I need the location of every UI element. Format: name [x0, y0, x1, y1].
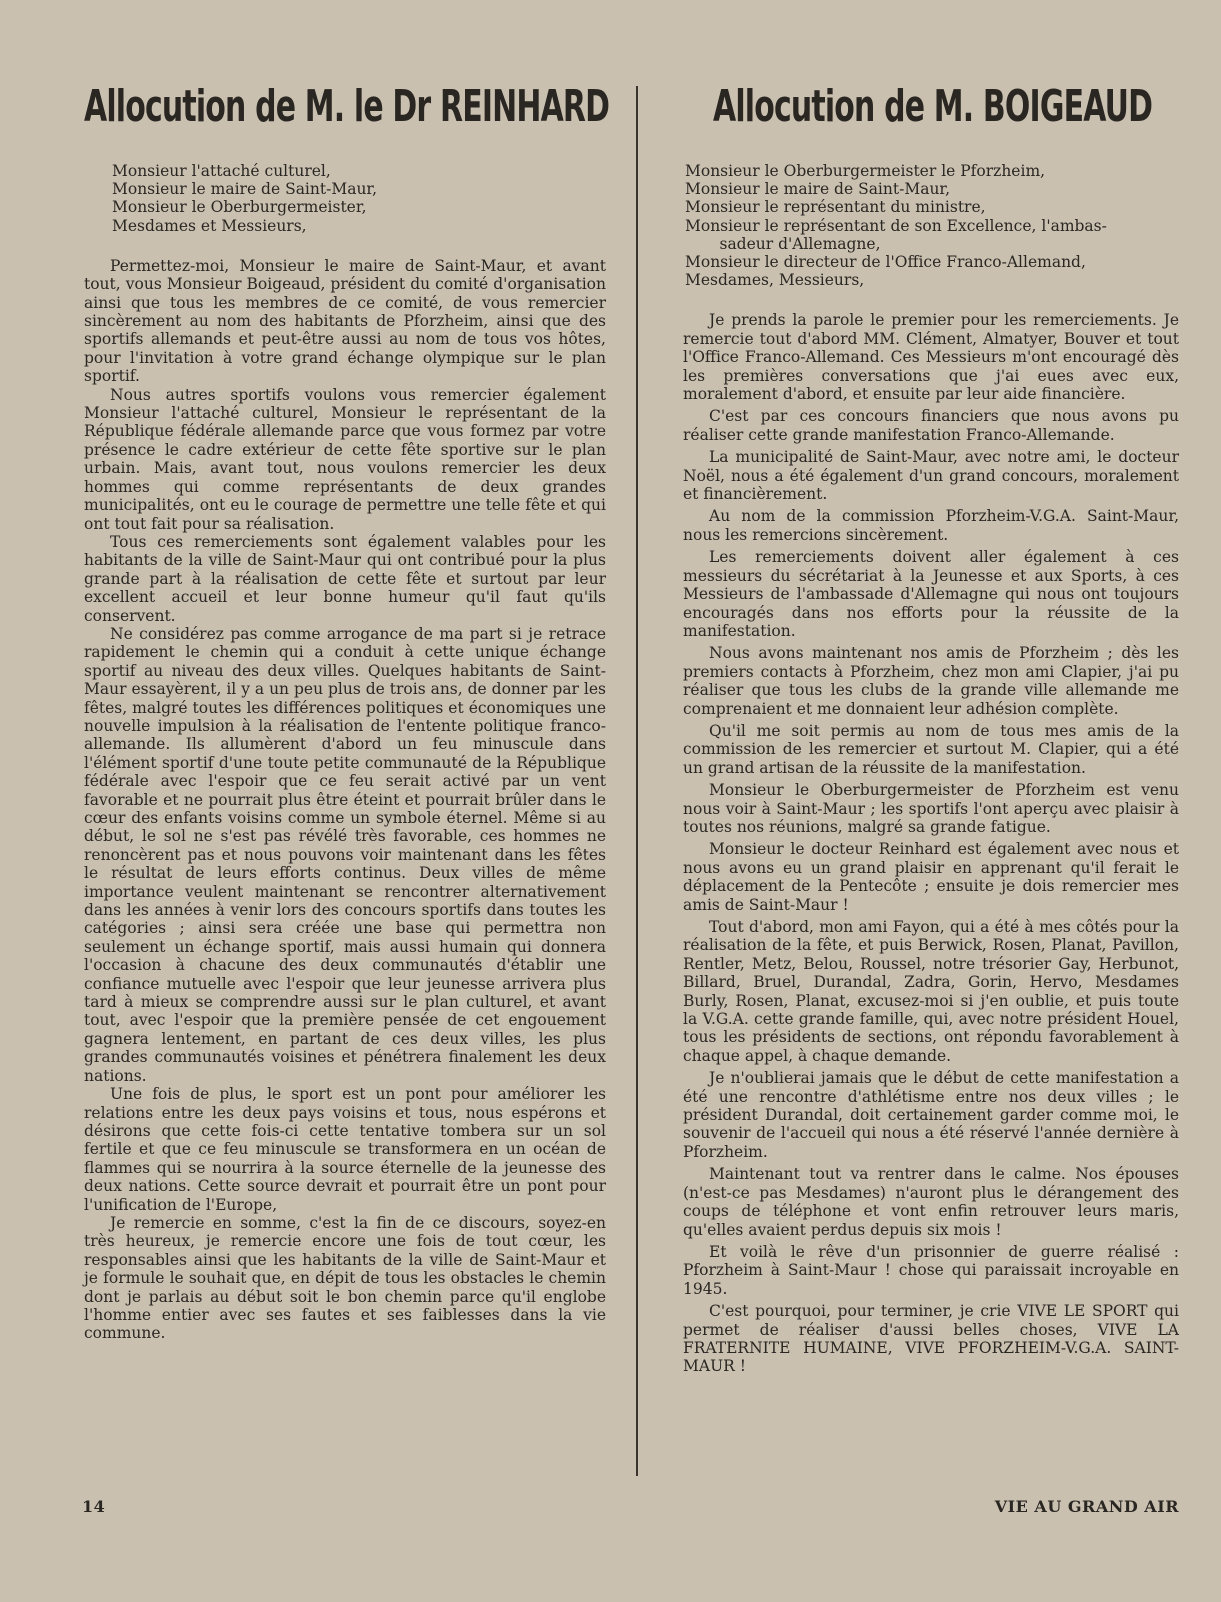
paragraph: Nous avons maintenant nos amis de Pforzheim ; dès les premiers contacts à Pforzheim, chez mon ami Clapier, j'ai pu réaliser que tous les clubs de la grande ville allemande me comprenaient et me donnaient leur adhésion complète. — [683, 644, 1179, 718]
salutation-line: Monsieur le maire de Saint-Maur, — [685, 180, 951, 199]
paragraph: C'est pourquoi, pour terminer, je crie VIVE LE SPORT qui permet de réaliser d'aussi belles choses, VIVE LA FRATERNITE HUMAINE, VIVE PFORZHEIM-V.G.A. SAINT-MAUR ! — [683, 1302, 1179, 1376]
paragraph: Maintenant tout va rentrer dans le calme. Nos épouses (n'est-ce pas Mesdames) n'auront plus le dérangement des coups de téléphone et vont enfin retrouver leurs maris, qu'elles avaient perdus depuis six mois ! — [683, 1165, 1179, 1239]
paragraph: La municipalité de Saint-Maur, avec notre ami, le docteur Noël, nous a été également d'un grand concours, moralement et financièrement. — [683, 448, 1179, 504]
paragraph: Je prends la parole le premier pour les remerciements. Je remercie tout d'abord MM. Clément, Almatyer, Bouver et tout l'Office Franco-Allemand. Ces Messieurs m'ont encouragé dès les premières conversations que j'ai eues avec eux, moralement d'abord, et ensuite par leur aide financière. — [683, 311, 1179, 404]
right-article-body — [683, 311, 1179, 1375]
salutation-line: Monsieur le maire de Saint-Maur, — [112, 180, 378, 199]
paragraph: Les remerciements doivent aller également à ces messieurs du sécrétariat à la Jeunesse et aux Sports, à ces Messieurs de l'ambassade d'Allemagne qui nous ont toujours encouragés dans nos efforts pour la réussite de la manifestation. — [683, 548, 1179, 640]
paragraph: Nous autres sportifs voulons vous remercier également Monsieur l'attaché culturel, Monsieur le représentant de la République fédérale allemande parce que vous formez par votre présence le cadre extérieur de cette fête sportive sur le plan urbain. Mais, avant tout, nous voulons remercier les deux hommes qui comme représentants de deux grandes municipalités, ont eu le courage de permettre une telle fête et qui ont tout fait pour sa réalisation. — [84, 385, 606, 533]
paragraph: Je n'oublierai jamais que le début de cette manifestation a été une rencontre d'athlétisme entre nos deux villes ; le président Durandal, doit certainement garder comme moi, le souvenir de l'accueil qui nous a été réservé l'année dernière à Pforzheim. — [683, 1069, 1179, 1161]
right-article-title: Allocution de M. BOIGEAUD — [713, 81, 1153, 132]
paragraph: Ne considérez pas comme arrogance de ma part si je retrace rapidement le chemin qui a conduit à cette unique échange sportif au niveau des deux villes. Quelques habitants de Saint-Maur essayèrent, il y a un peu plus de trois ans, de donner par les fêtes, malgré toutes les différences politiques et économiques une nouvelle impulsion à la réalisation de l'entente politique franco-allemande. Ils allumèrent d'abord un feu minuscule dans l'élément sportif d'une toute petite communauté de la République fédérale avec l'espoir que ce feu serait activé par un vent favorable et ne pourrait plus être éteint et pourrait brûler dans le cœur des enfants voisins comme un symbole éternel. Même si au début, le sol ne s'est pas révélé très favorable, ces hommes ne renoncèrent pas et nous pouvons voir maintenant dans les fêtes le résultat de leurs efforts continus. Deux villes de même importance veulent maintenant se rencontrer alternativement dans les années à venir lors des concours sportifs dans toutes les catégories ; ainsi sera créée une base qui permettra non seulement un échange sportif, mais aussi humain qui donnera l'occasion à chacune des deux communautés d'établir une confiance mutuelle avec l'espoir que leur jeunesse arrivera plus tard à mieux se comprendre aussi sur le plan culturel, et avant tout, avec l'espoir que la première pensée de cet engouement gagnera lentement, en partant de ces deux villes, les plus grandes communautés voisines et pénétrera finalement les deux nations. — [84, 624, 606, 1085]
paragraph: Monsieur le docteur Reinhard est également avec nous et nous avons eu un grand plaisir en apprenant qu'il ferait le déplacement de la Pentecôte ; ensuite je dois remercier mes amis de Saint-Maur ! — [683, 840, 1179, 914]
salutation-line: Mesdames et Messieurs, — [112, 216, 307, 235]
paragraph: Permettez-moi, Monsieur le maire de Saint-Maur, et avant tout, vous Monsieur Boigeaud, président du comité d'organisation ainsi que tous les membres de ce comité, de vous remercier sincèrement au nom des habitants de Pforzheim, ainsi que des sportifs allemands et peut-être aussi au nom de tous vos hôtes, pour l'invitation à votre grand échange olympique sur le plan sportif. — [84, 256, 606, 386]
paragraph: Monsieur le Oberburgermeister de Pforzheim est venu nous voir à Saint-Maur ; les sportifs l'ont aperçu avec plaisir à toutes nos réunions, malgré sa grande fatigue. — [683, 781, 1179, 836]
salutation-line: Monsieur le Oberburgermeister, — [112, 198, 367, 217]
paragraph: Qu'il me soit permis au nom de tous mes amis de la commission de les remercier et surtout M. Clapier, qui a été un grand artisan de la réussite de la manifestation. — [683, 721, 1179, 777]
left-salutation — [84, 162, 606, 235]
left-article — [84, 78, 610, 1343]
paragraph: C'est par ces concours financiers que nous avons pu réaliser cette grande manifestation Franco-Allemande. — [683, 407, 1179, 444]
paragraph: Une fois de plus, le sport est un pont pour améliorer les relations entre les deux pays voisins et tous, nous espérons et désirons que cette fois-ci cette tentative tombera sur un sol fertile et que ce feu minuscule se transformera en un océan de flammes qui se nourrira à la source éternelle de la jeunesse des deux nations. Cette source devrait et pourrait être un pont pour l'unification de l'Europe, — [84, 1085, 606, 1214]
salutation-line: Monsieur le Oberburgermeister le Pforzheim, — [685, 162, 1046, 180]
column-divider — [636, 86, 638, 1476]
salutation-line: Mesdames, Messieurs, — [685, 271, 865, 290]
magazine-name: VIE AU GRAND AIR — [994, 1497, 1179, 1516]
salutation-line: Monsieur le représentant du ministre, — [685, 198, 986, 217]
right-salutation — [683, 162, 1179, 289]
page-number: 14 — [82, 1497, 106, 1516]
left-article-body — [84, 257, 606, 1343]
paragraph: Tout d'abord, mon ami Fayon, qui a été à mes côtés pour la réalisation de la fête, et puis Berwick, Rosen, Planat, Pavillon, Rentler, Metz, Belou, Roussel, notre trésorier Gay, Herbunot, Billard, Bruel, Durandal, Zadra, Gorin, Hervo, Mesdames Burly, Rosen, Planat, excusez-moi si j'en oublie, et puis toute la V.G.A. cette grande famille, qui, avec notre président Houel, tous les présidents de sections, ont répondu favorablement à chaque appel, à chaque demande. — [683, 918, 1179, 1065]
salutation-line: Monsieur le représentant de son Excellence, l'ambas- — [685, 216, 1107, 235]
salutation-line: Monsieur l'attaché culturel, — [112, 162, 331, 180]
right-article — [683, 78, 1179, 1376]
paragraph: Au nom de la commission Pforzheim-V.G.A. Saint-Maur, nous les remercions sincèrement. — [683, 507, 1179, 544]
salutation-line: Monsieur le directeur de l'Office Franco-Allemand, — [685, 253, 1086, 272]
salutation-line: sadeur d'Allemagne, — [685, 234, 881, 253]
paragraph: Et voilà le rêve d'un prisonnier de guerre réalisé : Pforzheim à Saint-Maur ! chose qui paraissait incroyable en 1945. — [683, 1242, 1179, 1298]
left-article-title: Allocution de M. le Dr REINHARD — [84, 81, 610, 132]
paragraph: Tous ces remerciements sont également valables pour les habitants de la ville de Saint-Maur qui ont contribué pour la plus grande part à la réalisation de cette fête et surtout par leur excellent accueil et leur bonne humeur qu'il faut qu'ils conservent. — [84, 532, 606, 625]
paragraph: Je remercie en somme, c'est la fin de ce discours, soyez-en très heureux, je remercie encore une fois de tout cœur, les responsables ainsi que les habitants de la ville de Saint-Maur et je formule le souhait que, en dépit de tous les obstacles le chemin dont je parlais au début soit le bon chemin parce qu'il englobe l'homme entier avec ses fautes et ses faiblesses dans la vie commune. — [84, 1213, 606, 1343]
